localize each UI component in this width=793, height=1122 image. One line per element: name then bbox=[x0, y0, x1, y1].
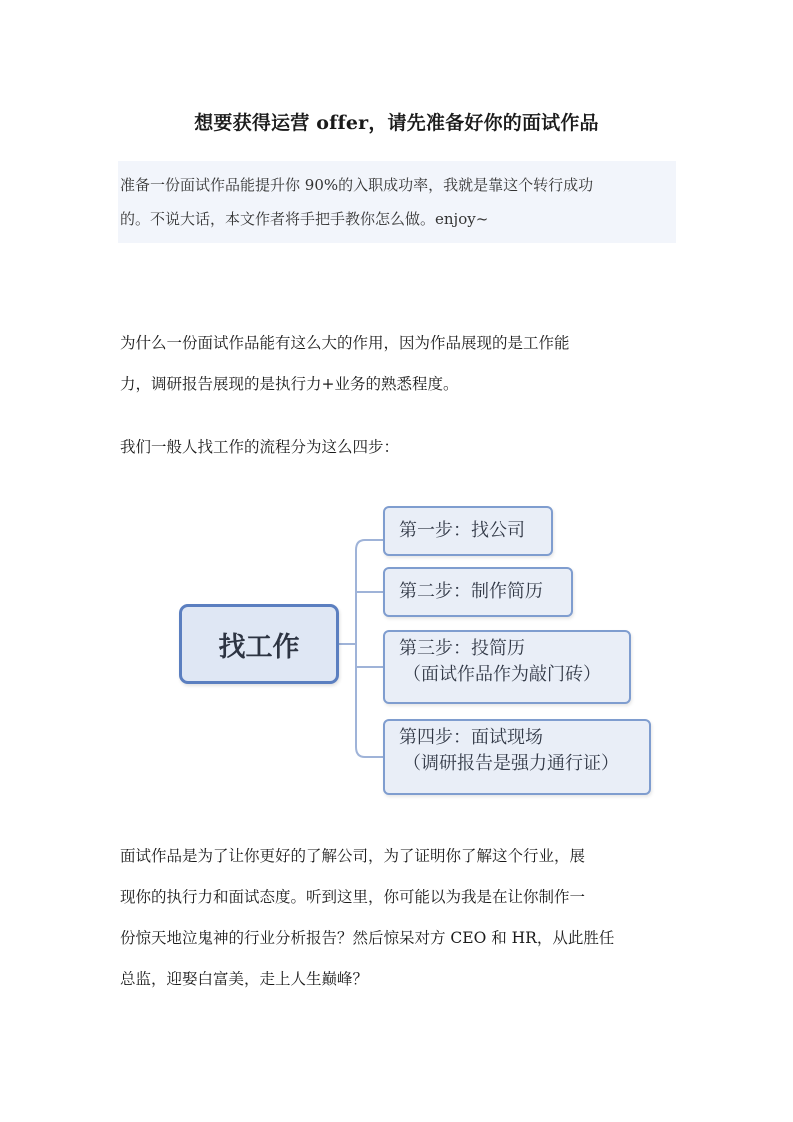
paragraph-line: 力，调研报告展现的是执行力+业务的熟悉程度。 bbox=[120, 375, 459, 393]
mindmap-node-step-2 bbox=[383, 567, 573, 617]
mindmap-node-step-1 bbox=[383, 506, 553, 556]
node-label: 第三步：投简历 bbox=[399, 638, 525, 659]
mindmap-root-node: 找工作 bbox=[179, 604, 339, 684]
mindmap-node-step-3 bbox=[383, 630, 631, 704]
node-label: 第二步：制作简历 bbox=[399, 581, 543, 602]
paragraph-why bbox=[120, 323, 668, 405]
node-sublabel: （调研报告是强力通行证） bbox=[403, 753, 619, 774]
paragraph-line: 总监，迎娶白富美，走上人生巅峰？ bbox=[120, 970, 369, 988]
paragraph-line: 我们一般人找工作的流程分为这么四步： bbox=[120, 438, 400, 456]
mindmap-node-step-4 bbox=[383, 719, 651, 795]
paragraph-line: 份惊天地泣鬼神的行业分析报告？然后惊呆对方 CEO 和 HR，从此胜任 bbox=[120, 929, 615, 947]
paragraph-line: 面试作品是为了让你更好的了解公司，为了证明你了解这个行业，展 bbox=[120, 847, 586, 865]
paragraph-line: 现你的执行力和面试态度。听到这里，你可能以为我是在让你制作一 bbox=[120, 888, 586, 906]
page-title: 想要获得运营 offer，请先准备好你的面试作品 bbox=[194, 112, 599, 134]
paragraph-steps-intro bbox=[120, 427, 668, 468]
node-label: 第一步：找公司 bbox=[399, 520, 525, 541]
job-search-mindmap bbox=[160, 492, 680, 812]
callout-line-1: 准备一份面试作品能提升你 90%的入职成功率，我就是靠这个转行成功 bbox=[120, 176, 594, 194]
node-label: 第四步：面试现场 bbox=[399, 727, 543, 748]
callout-line-2: 的。不说大话，本文作者将手把手教你怎么做。enjoy~ bbox=[120, 210, 489, 228]
paragraph-purpose bbox=[120, 836, 668, 1000]
paragraph-line: 为什么一份面试作品能有这么大的作用，因为作品展现的是工作能 bbox=[120, 334, 570, 352]
intro-callout bbox=[118, 161, 676, 243]
node-sublabel: （面试作品作为敲门砖） bbox=[403, 664, 601, 685]
connector-trunk bbox=[356, 540, 365, 757]
